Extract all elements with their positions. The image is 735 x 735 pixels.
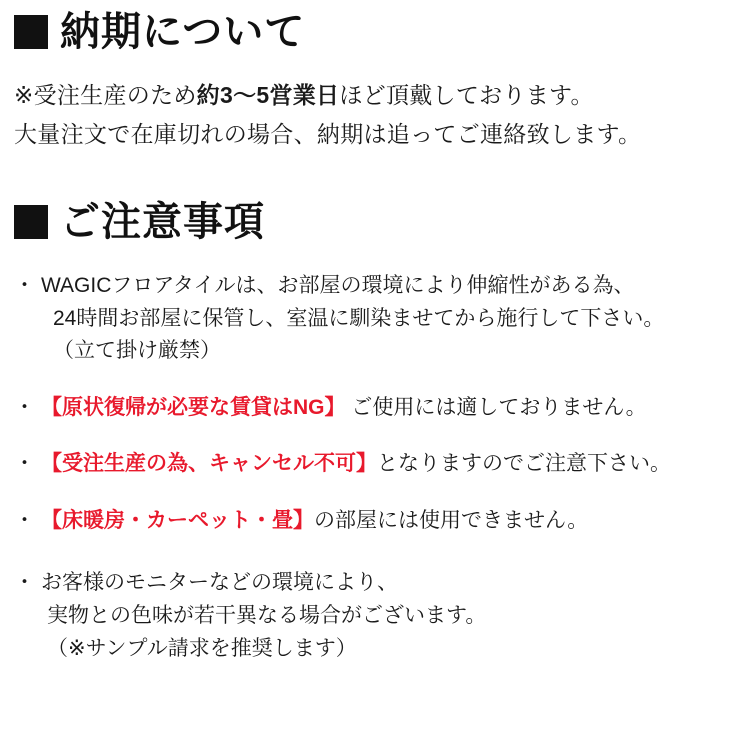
caution-item bbox=[14, 567, 721, 665]
delivery-line bbox=[14, 115, 721, 154]
body-text: お客様のモニターなどの環境により、 bbox=[41, 571, 398, 595]
delivery-line bbox=[14, 76, 721, 115]
cautions-section-heading bbox=[14, 200, 721, 244]
body-text: の部屋には使用できません。 bbox=[314, 508, 589, 532]
caution-item bbox=[14, 505, 721, 538]
caution-item bbox=[14, 270, 721, 368]
caution-line bbox=[41, 505, 721, 538]
caution-line bbox=[41, 303, 721, 336]
bullet-icon: ・ bbox=[14, 571, 35, 595]
body-text: WAGICフロアタイルは、お部屋の環境により伸縮性がある為、 bbox=[41, 274, 635, 298]
caution-line bbox=[41, 600, 721, 633]
cautions-heading-text: ご注意事項 bbox=[60, 200, 265, 245]
black-square-bullet-icon bbox=[14, 15, 48, 49]
caution-item-body bbox=[41, 270, 721, 368]
cautions-list bbox=[14, 270, 721, 665]
bullet-icon: ・ bbox=[14, 274, 35, 298]
body-text: 24時間お部屋に保管し、室温に馴染ませてから施行して下さい。 bbox=[53, 306, 665, 330]
caution-line bbox=[41, 567, 721, 600]
body-text: 実物との色味が若干異なる場合がございます。 bbox=[47, 604, 487, 628]
caution-line bbox=[41, 448, 721, 481]
caution-item-body bbox=[41, 567, 721, 665]
caution-line bbox=[41, 270, 721, 303]
caution-item bbox=[14, 448, 721, 481]
caution-item-body bbox=[41, 392, 721, 425]
emphasis-text: 約3〜5営業日 bbox=[196, 82, 340, 108]
body-text: 大量注文で在庫切れの場合、納期は追ってご連絡致します。 bbox=[14, 121, 642, 148]
body-text: ※受注生産のため bbox=[14, 82, 197, 108]
delivery-paragraph bbox=[14, 76, 721, 154]
warning-text: 【原状復帰が必要な賃貸はNG】 bbox=[41, 395, 346, 419]
bullet-icon: ・ bbox=[14, 508, 35, 532]
caution-line bbox=[41, 392, 721, 425]
delivery-heading-text: 納期について bbox=[60, 10, 306, 54]
warning-text: 【受注生産の為、キャンセル不可】 bbox=[41, 452, 377, 476]
body-text: ご使用には適しておりません。 bbox=[345, 395, 647, 419]
caution-item-body bbox=[41, 448, 721, 481]
bullet-icon: ・ bbox=[14, 452, 35, 476]
body-text: （※サンプル請求を推奨します） bbox=[47, 636, 357, 660]
delivery-section-heading bbox=[14, 10, 721, 54]
warning-text: 【床暖房・カーペット・畳】 bbox=[41, 508, 314, 532]
black-square-bullet-icon bbox=[14, 205, 48, 239]
body-text: （立て掛け厳禁） bbox=[53, 339, 221, 363]
body-text: ほど頂戴しております。 bbox=[339, 82, 594, 108]
caution-item-body bbox=[41, 505, 721, 538]
caution-line bbox=[41, 633, 721, 666]
caution-item bbox=[14, 392, 721, 425]
section-spacer bbox=[14, 154, 721, 200]
bullet-icon: ・ bbox=[14, 395, 35, 419]
caution-line bbox=[41, 335, 721, 368]
body-text: となりますのでご注意下さい。 bbox=[377, 452, 671, 476]
